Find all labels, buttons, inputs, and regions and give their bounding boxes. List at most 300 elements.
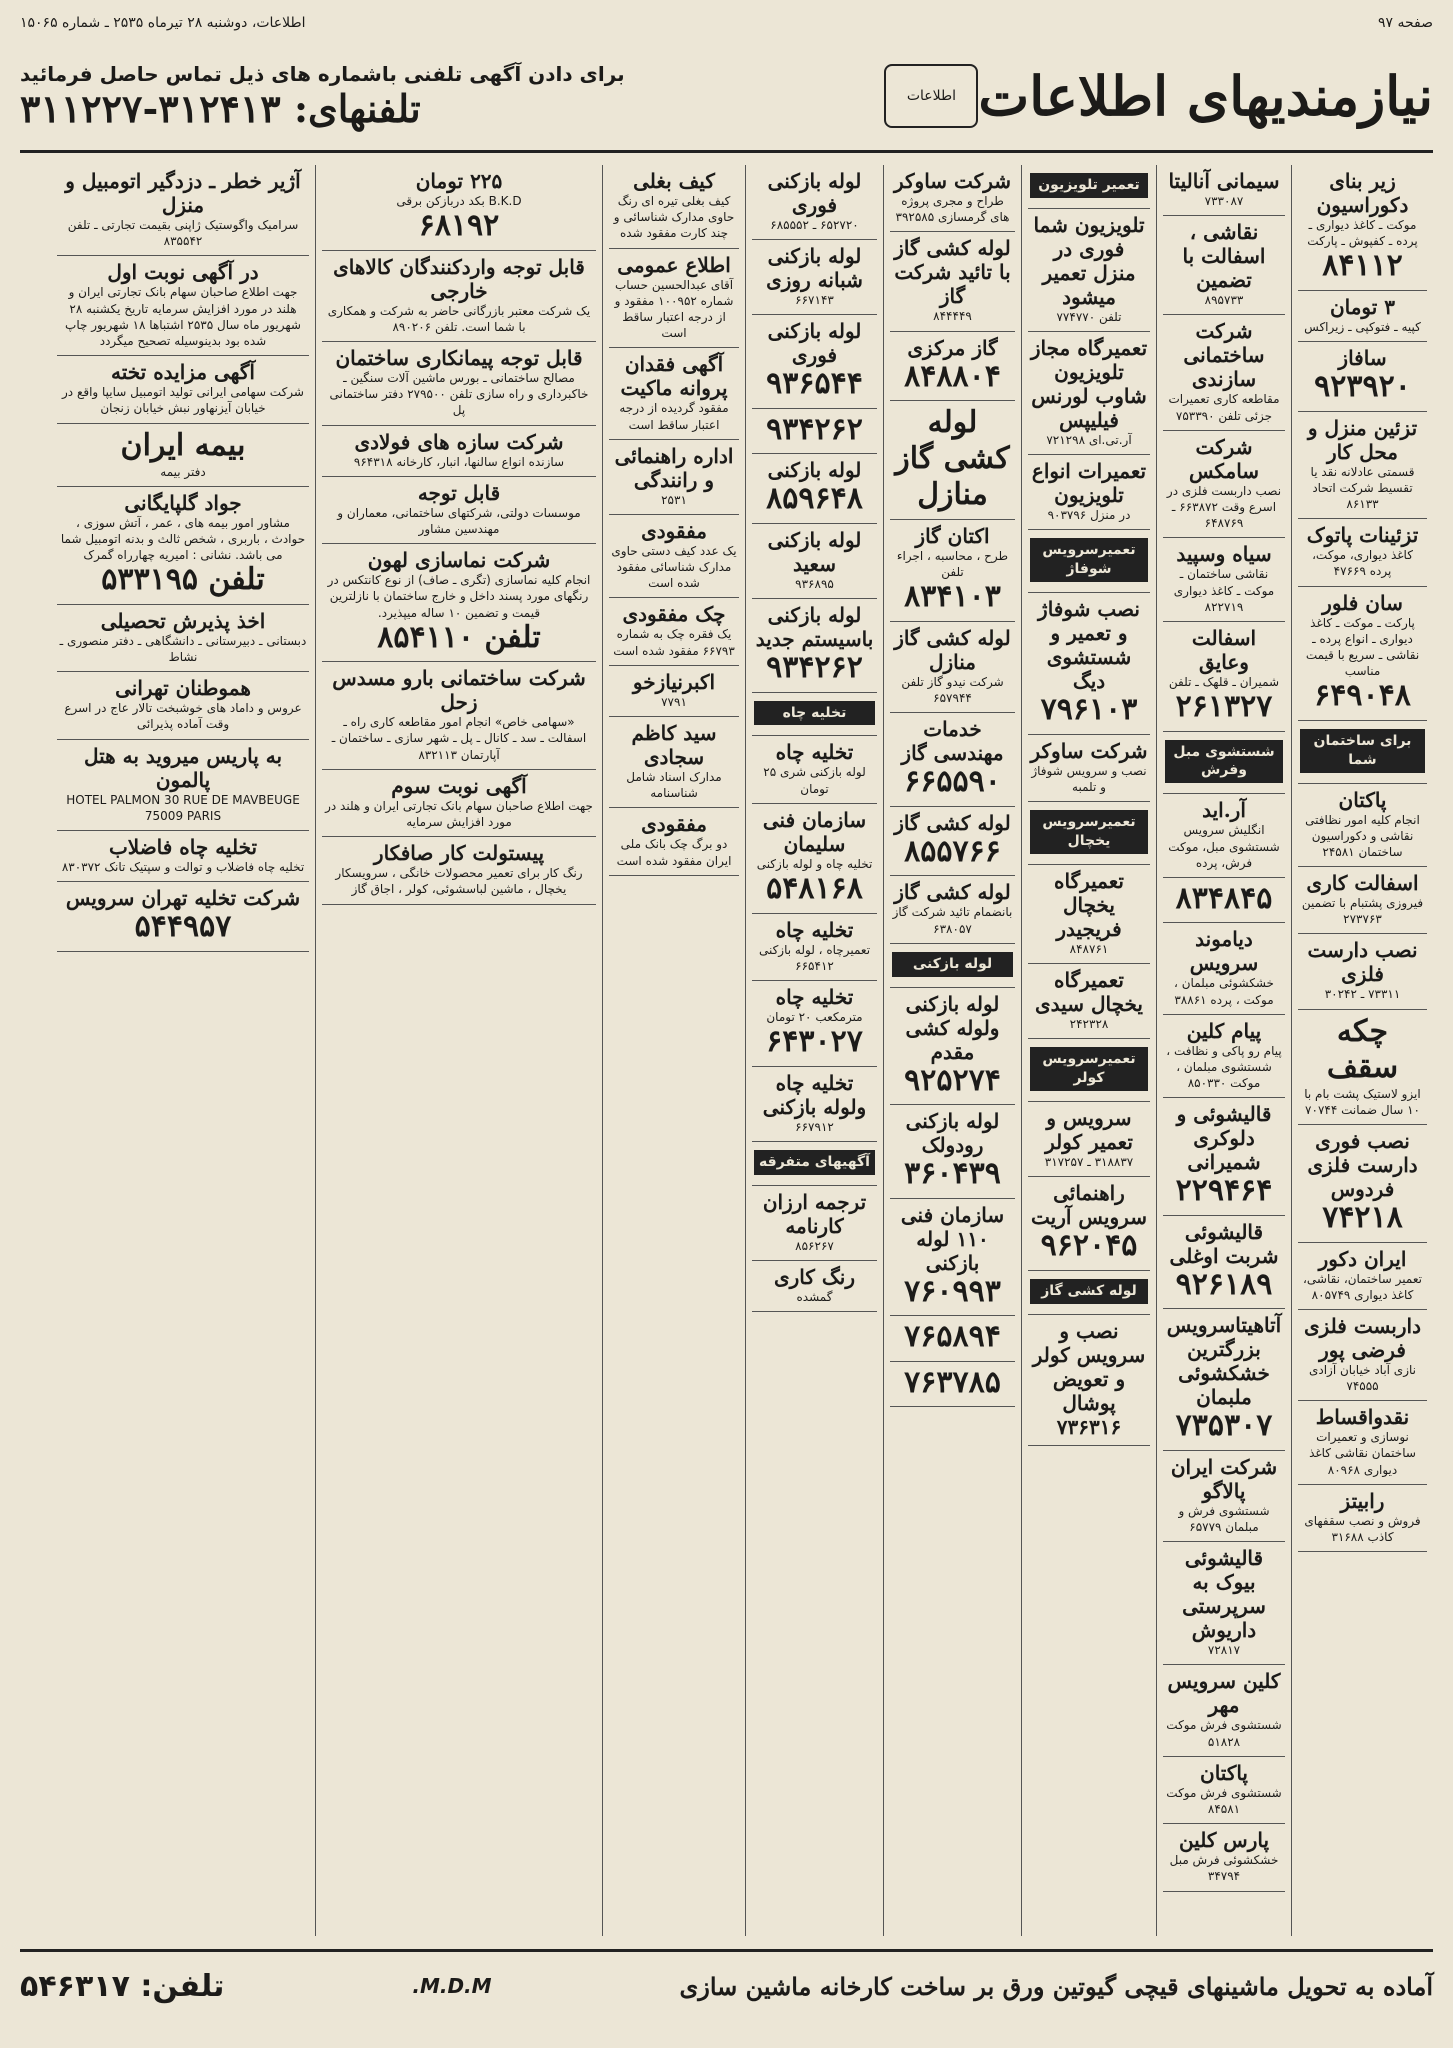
ad-title: آژیر خطر ـ دزدگیر اتومبیل و منزل bbox=[65, 169, 301, 217]
ad-title: شرکت ایران پالاگو bbox=[1170, 1454, 1278, 1503]
ad-body: پارکت ـ موکت ـ کاغذ دیواری ـ انواع پرده ـ نقاشی ـ سریع با قیمت مناسب bbox=[1305, 615, 1420, 679]
ad-body: کیف بغلی تیره ای رنگ حاوی مدارک شناسائی و چند کارت مفقود شده bbox=[613, 194, 735, 241]
classified-ad bbox=[1163, 1451, 1285, 1542]
ad-phone-number: تلفن ۸۵۴۱۱۰ bbox=[377, 619, 541, 655]
classified-ad bbox=[752, 240, 877, 315]
classified-ad bbox=[752, 693, 877, 737]
ad-body: نازی آباد خیابان آزادی ۷۴۵۵۵ bbox=[1308, 1362, 1416, 1394]
classified-ad bbox=[890, 988, 1015, 1106]
ad-phone-number: ۶۸۱۹۲ bbox=[418, 208, 500, 244]
ad-body: جهت اطلاع صاحبان سهام بانک تجارتی ایران و هلند در مورد افزایش سرمایه تاریخ یکشنبه ۲۸ شهریور ماه سال ۲۵۳۵ اشتباها ۱۸ شهریور چاپ شده بود بدینوسیله تصحیح میگردد bbox=[65, 285, 301, 348]
ad-title: تخلیه چاه فاضلاب bbox=[108, 834, 258, 859]
contact-phones: تلفنهای: ۳۱۲۴۱۳-۳۱۱۲۲۷ bbox=[20, 85, 421, 131]
ad-body: تخلیه چاه فاضلاب و توالت و سپتیک تانک ۸۳۰۳۷۲ bbox=[61, 859, 305, 874]
ad-body: انگلیش سرویس شستشوی مبل، موکت فرش، پرده bbox=[1168, 823, 1280, 870]
ad-title: تخلیه چاه ولوله بازکنی bbox=[762, 1070, 867, 1119]
ad-title: رنگ کاری bbox=[773, 1264, 855, 1289]
ad-phone-number: ۹۳۶۵۴۴ bbox=[766, 366, 863, 402]
ad-body: ۸۹۵۷۳۳ bbox=[1204, 293, 1244, 308]
classified-ad bbox=[890, 713, 1015, 807]
ad-phone-number: تلفن ۵۳۳۱۹۵ bbox=[101, 562, 265, 598]
classified-ad bbox=[609, 515, 739, 599]
ad-title: تلویزیون شما فوری در منزل تعمیر میشود bbox=[1033, 212, 1145, 309]
classified-ad bbox=[752, 981, 877, 1067]
classified-ad bbox=[1298, 412, 1427, 520]
ad-title: شرکت تخلیه تهران سرویس bbox=[65, 886, 301, 911]
classified-ad bbox=[752, 736, 877, 803]
ad-title: چکه سقف bbox=[1326, 1013, 1399, 1085]
ad-phone-number: ۲۶۱۳۲۷ bbox=[1175, 689, 1273, 725]
ad-body: ۲۵۳۱ bbox=[661, 492, 687, 507]
ad-title: قابل توجه واردکنندگان کالاهای خارجی bbox=[333, 254, 585, 303]
ad-body: ۲۴۲۳۲۸ bbox=[1069, 1017, 1109, 1032]
classified-ad bbox=[890, 520, 1015, 622]
classified-ad bbox=[1298, 721, 1427, 784]
classified-ad bbox=[890, 1199, 1015, 1317]
classified-ad bbox=[1163, 431, 1285, 539]
ad-body: تلفن ۷۷۴۷۷۰ bbox=[1056, 309, 1122, 324]
ad-body: تخلیه چاه و لوله بازکنی bbox=[756, 856, 873, 871]
ad-title: نقاشی ، اسفالت با تضمین bbox=[1182, 220, 1266, 293]
ad-body: ۳۱۸۸۳۷ ـ ۳۱۷۲۵۷ bbox=[1044, 1155, 1134, 1170]
ad-phone-number: ۹۲۳۹۲۰ bbox=[1314, 369, 1411, 405]
classified-ad bbox=[1028, 735, 1150, 802]
classified-ad bbox=[1028, 530, 1150, 593]
section-heading: تخلیه چاه bbox=[754, 701, 875, 726]
ad-title: داربست فلزی فرضی پور bbox=[1303, 1313, 1421, 1362]
classified-ad bbox=[752, 524, 877, 599]
classified-ad bbox=[1163, 794, 1285, 878]
ad-title: تخلیه چاه bbox=[775, 917, 854, 942]
classified-ad bbox=[1298, 587, 1427, 721]
ad-body: فیروزی پشتبام با تضمین ۲۷۳۷۶۳ bbox=[1301, 896, 1424, 927]
classified-ad bbox=[1298, 1401, 1427, 1485]
ad-phone-number: ۸۳۴۸۴۵ bbox=[1175, 880, 1273, 916]
classified-ad bbox=[752, 599, 877, 693]
classified-ad bbox=[1298, 934, 1427, 1009]
page-number: صفحه ۹۷ bbox=[1377, 15, 1433, 31]
classified-ad bbox=[890, 944, 1015, 988]
classified-ad bbox=[57, 356, 309, 423]
ad-title: سازمان فنی سلیمان bbox=[762, 807, 867, 856]
section-heading: آگهیهای متفرقه bbox=[754, 1150, 875, 1175]
ad-title: پیام کلین bbox=[1186, 1018, 1262, 1043]
ad-body: مترمکعب ۲۰ تومان bbox=[766, 1009, 863, 1024]
classified-ad bbox=[890, 876, 1015, 943]
ad-title: ترجمه ارزان کارنامه bbox=[762, 1189, 867, 1238]
ad-title: شرکت ساوکر bbox=[1030, 738, 1148, 763]
ad-body: نقاشی ساختمان ـ موکت ـ کاغذ دیواری ۸۲۲۷۱۹ bbox=[1173, 567, 1275, 614]
ad-phone-number: ۸۳۴۱۰۳ bbox=[904, 579, 1001, 615]
ad-body: در منزل ۹۰۳۷۹۶ bbox=[1047, 508, 1131, 523]
ad-title: لوله کشی گاز منازل bbox=[895, 405, 1010, 513]
ad-phone-number: ۷۶۰۹۹۳ bbox=[904, 1273, 1001, 1309]
classified-ad bbox=[1298, 1310, 1427, 1401]
ad-title: سیاه وسپید bbox=[1176, 542, 1272, 567]
ad-title: پارس کلین bbox=[1178, 1828, 1270, 1853]
ad-title: لوله کشی گاز با تائید شرکت گاز bbox=[894, 236, 1011, 309]
ad-title: لوله بازکنی سعید bbox=[767, 527, 862, 576]
column-1 bbox=[1291, 165, 1433, 1936]
ad-title: تزئین منزل و محل کار bbox=[1307, 415, 1418, 464]
ad-body: کپیه ـ فتوکپی ـ زیراکس bbox=[1304, 319, 1421, 334]
ad-body: لوله بازکنی شری ۲۵ تومان bbox=[763, 765, 866, 796]
ad-body: انجام کلیه نماسازی (تگری ـ صاف) از نوع کانتکس در رنگهای مورد پسند داخل و خارج ساختمان با نازلترین قیمت و تضمین ۱۰ ساله میپذیرد. bbox=[327, 573, 591, 620]
ad-title: قالیشوئی شربت اوغلی bbox=[1169, 1219, 1279, 1268]
ad-phone-number: ۹۲۵۲۷۴ bbox=[904, 1062, 1001, 1098]
ad-title: لوله بازکنی bbox=[767, 458, 862, 483]
classified-ad bbox=[1163, 1015, 1285, 1099]
ad-title: تعمیرگاه یخچال فریجیدر bbox=[1054, 868, 1124, 941]
ad-title: لوله بازکنی فوری bbox=[767, 169, 862, 217]
classified-ad bbox=[322, 165, 596, 251]
classified-ad bbox=[609, 717, 739, 808]
ad-title: شرکت ساختمانی بارو مسدس زحل bbox=[332, 666, 586, 715]
classified-ad bbox=[1163, 622, 1285, 732]
section-heading: تعمیرسرویس کولر bbox=[1030, 1047, 1148, 1091]
classified-ad bbox=[890, 1362, 1015, 1408]
classifieds-title: نیازمندیهای اطلاعات bbox=[978, 64, 1433, 128]
section-heading: تعمیرسرویس شوفاژ bbox=[1030, 538, 1148, 582]
classified-ad bbox=[890, 1105, 1015, 1199]
ad-title: دیاموند سرویس bbox=[1189, 927, 1259, 976]
ad-body: طراح و مجری پروژه های گرمسازی ۳۹۲۵۸۵ bbox=[895, 194, 1010, 225]
classified-ad bbox=[752, 315, 877, 409]
ad-body: جهت اطلاع صاحبان سهام بانک تجارتی ایران و هلند در مورد افزایش سرمایه bbox=[325, 798, 593, 829]
ad-body: ۸۴۸۷۶۱ bbox=[1069, 941, 1109, 956]
ad-body: موسسات دولتی، شرکتهای ساختمانی، معماران و مهندسین مشاور bbox=[337, 505, 581, 536]
ad-title: رابیتز bbox=[1340, 1488, 1385, 1513]
ad-body: HOTEL PALMON 30 RUE DE MAVBEUGE 75009 PARIS bbox=[66, 792, 300, 823]
ad-body: ۷۳۳۰۸۷ bbox=[1204, 194, 1244, 208]
ad-body: فروش و نصب سقفهای کاذب ۳۱۶۸۸ bbox=[1304, 1513, 1421, 1545]
classified-ad bbox=[1028, 455, 1150, 530]
bottom-ad-text: آماده به تحویل ماشینهای قیچی گیوتین ورق بر ساخت کارخانه ماشین سازی bbox=[679, 1971, 1433, 2001]
ad-title: نصب دارست فلزی bbox=[1307, 938, 1418, 987]
ad-title: لوله کشی گاز bbox=[894, 880, 1011, 905]
ad-phone-number: ۹۶۲۰۴۵ bbox=[1040, 1228, 1138, 1264]
ad-title: راهنمائی سرویس آریت bbox=[1031, 1181, 1147, 1230]
ad-title: تخلیه چاه bbox=[775, 740, 854, 765]
ad-title: شرکت سازه های فولادی bbox=[354, 429, 564, 454]
ad-title: ایران دکور bbox=[1318, 1246, 1407, 1271]
ad-title: پاکتان bbox=[1200, 1760, 1248, 1785]
section-heading: شستشوی مبل وفرش bbox=[1165, 740, 1283, 784]
ad-phone-number: ۸۵۹۶۴۸ bbox=[766, 481, 863, 517]
ad-body: یک شرکت معتبر بازرگانی حاضر به شرکت و همکاری با شما است. تلفن ۸۹۰۲۰۶ bbox=[327, 303, 591, 334]
ad-title: قالیشوئی بیوک به سرپرستی داریوش bbox=[1182, 1546, 1266, 1643]
ad-phone-number: ۷۶۳۷۸۵ bbox=[904, 1364, 1001, 1400]
ad-title: اطلاع عمومی bbox=[617, 252, 731, 277]
classified-ad bbox=[609, 598, 739, 665]
masthead-right bbox=[870, 64, 1433, 128]
ad-title: آگهی مزایده تخته bbox=[111, 360, 255, 385]
ad-title: سید کاظم سجادی bbox=[631, 721, 717, 769]
ad-title: هموطنان تهرانی bbox=[115, 676, 251, 701]
classified-ad bbox=[752, 409, 877, 455]
classified-ad bbox=[1163, 1665, 1285, 1756]
ad-title: لوله بازکنی رودولک bbox=[905, 1109, 1000, 1158]
ad-title: آتاهیتاسرویس بزرگترین خشکشوئی ملبمان bbox=[1166, 1313, 1282, 1410]
ad-body: نوسازی و تعمیرات ساختمان نقاشی کاغذ دیواری ۸۰۹۶۸ bbox=[1309, 1430, 1416, 1477]
section-heading: لوله کشی گاز bbox=[1030, 1279, 1148, 1304]
classified-ad bbox=[322, 662, 596, 770]
column-4 bbox=[883, 165, 1021, 1936]
classified-ad bbox=[1298, 1010, 1427, 1125]
ad-body: ۹۳۶۸۹۵ bbox=[795, 576, 834, 591]
ad-title: آر.اید bbox=[1202, 798, 1246, 823]
column-8 bbox=[51, 165, 315, 1936]
ad-title: به پاریس میروید به هتل پالمون bbox=[83, 743, 283, 792]
ad-phone-number: ۹۳۴۲۶۲ bbox=[766, 411, 863, 447]
classified-ad bbox=[609, 666, 739, 717]
ad-body: ۶۵۲۷۲۰ ـ ۶۸۵۵۵۲ bbox=[770, 218, 859, 232]
ad-title: آگهی نوبت سوم bbox=[391, 773, 527, 798]
classified-ad bbox=[1163, 165, 1285, 216]
ad-title: قابل توجه bbox=[417, 480, 501, 505]
classified-ad bbox=[609, 348, 739, 439]
classified-ad bbox=[752, 1067, 877, 1142]
ad-title: چک مفقودی bbox=[622, 602, 726, 627]
ad-body: رنگ کار برای تعمیر محصولات خانگی ، سرویسکار یخچال ، ماشین لباسشوئی، کولر ، اجاق گاز bbox=[335, 866, 583, 897]
section-heading: تعمیرسرویس یخچال bbox=[1030, 810, 1148, 854]
bottom-ad-phone: تلفن: ۵۴۶۳۱۷ bbox=[20, 1968, 225, 2004]
ad-title: شرکت نماسازی لهون bbox=[367, 548, 551, 573]
ad-body: مشاور امور بیمه های ، عمر ، آتش سوزی ، حوادث ، باربری ، شخص ثالث و بدنه اتومبیل شما می باشد. نشانی : امیریه چهارراه گمرک bbox=[60, 515, 306, 563]
classified-ad bbox=[752, 1186, 877, 1261]
classified-ad bbox=[1028, 1271, 1150, 1315]
ad-title: تعمیرگاه یخچال سیدی bbox=[1035, 968, 1143, 1017]
ad-title: لوله بازکنی شبانه روزی bbox=[766, 244, 863, 293]
classified-ad bbox=[890, 622, 1015, 713]
classified-ad bbox=[1163, 1216, 1285, 1310]
ad-body: یک عدد کیف دستی حاوی مدارک شناسائی مفقود شده است bbox=[611, 543, 737, 591]
classified-ad bbox=[1298, 1485, 1427, 1552]
classified-ad bbox=[752, 914, 877, 981]
classified-ad bbox=[752, 165, 877, 240]
classified-ad bbox=[322, 770, 596, 837]
classified-ad bbox=[1163, 1757, 1285, 1824]
classified-ad bbox=[890, 332, 1015, 402]
ad-title: ۳ تومان bbox=[1329, 294, 1396, 319]
ad-phone-number: ۶۴۹۰۴۸ bbox=[1314, 678, 1411, 714]
classified-ad bbox=[1028, 1315, 1150, 1446]
classified-ad bbox=[1163, 216, 1285, 315]
ad-phone-number: ۸۵۵۷۶۶ bbox=[904, 833, 1001, 869]
column-2 bbox=[1156, 165, 1291, 1936]
ad-body: شرکت سهامی ایرانی تولید اتومبیل سایپا واقع در خیابان آیزنهاور نبش خیابان زنجان bbox=[62, 385, 304, 416]
classified-ad bbox=[1028, 165, 1150, 209]
classified-ad bbox=[1163, 878, 1285, 924]
ad-body: شستشوی فرش موکت ۵۱۸۲۸ bbox=[1166, 1718, 1282, 1749]
ad-body: شستشوی فرش موکت ۸۴۵۸۱ bbox=[1166, 1785, 1282, 1816]
ad-title: شرکت ساختمانی سازندی bbox=[1183, 319, 1265, 392]
classified-ad bbox=[1028, 1177, 1150, 1271]
page-header bbox=[20, 12, 1433, 34]
ad-title: مفقودی bbox=[641, 518, 707, 543]
ad-title: لوله بازکنی باسیستم جدید bbox=[755, 603, 874, 652]
classified-ad bbox=[57, 831, 309, 882]
ad-phone-number: ۷۹۶۱۰۳ bbox=[1040, 692, 1138, 728]
ad-phone-number: ۳۶۰۴۳۹ bbox=[904, 1156, 1001, 1192]
ad-title: بیمه ایران bbox=[120, 427, 246, 463]
ad-body: ۷۲۸۱۷ bbox=[1207, 1643, 1241, 1658]
classified-ad bbox=[57, 256, 309, 356]
classified-ad bbox=[609, 165, 739, 249]
ad-body: شستشوی فرش و مبلمان ۶۵۷۷۹ bbox=[1178, 1503, 1270, 1535]
classified-ad bbox=[1028, 802, 1150, 865]
ad-title: اکتان گاز bbox=[915, 524, 990, 549]
classified-ad bbox=[890, 401, 1015, 520]
ad-phone-number: ۹۲۶۱۸۹ bbox=[1175, 1266, 1273, 1302]
classified-ad bbox=[1298, 291, 1427, 342]
ad-title: سازمان فنی ۱۱۰ لوله بازکنی bbox=[900, 1202, 1005, 1275]
column-5 bbox=[745, 165, 883, 1936]
ad-body: B.K.D بکد دربازکن برقی bbox=[396, 194, 522, 208]
ad-body: کاغذ دیواری، موکت، پرده ۴۷۶۶۹ bbox=[1312, 548, 1413, 579]
ad-body: تعمیر ساختمان، نقاشی، کاغذ دیواری ۸۰۵۷۴۹ bbox=[1303, 1271, 1422, 1302]
masthead bbox=[20, 42, 1433, 153]
ad-phone-number: ۵۴۸۱۶۸ bbox=[766, 871, 863, 907]
masthead-contact bbox=[20, 62, 625, 131]
ad-title: کلین سرویس مهر bbox=[1167, 1669, 1281, 1718]
classified-ad bbox=[1163, 923, 1285, 1014]
ad-body: «سهامی خاص» انجام امور مقاطعه کاری راه ـ اسفالت ـ سد ـ کانال ـ پل ـ شهر سازی ـ ساختمان ـ آپارتمان ۸۳۲۱۱۳ bbox=[331, 715, 587, 762]
ad-body: آر.تی.ای ۷۲۱۲۹۸ bbox=[1046, 433, 1132, 448]
ad-body: ۷۷۹۱ bbox=[661, 694, 687, 709]
ad-body: نصب داربست فلزی در اسرع وقت ۶۶۳۸۷۲ ـ ۶۴۸۷۶۹ bbox=[1166, 483, 1282, 531]
ad-body: مفقود گردیده از درجه اعتبار ساقط است bbox=[619, 401, 729, 432]
ad-body: آقای عبدالحسین حساب شماره ۱۰۰۹۵۲ مفقود و از درجه اعتبار ساقط است bbox=[614, 277, 734, 341]
ad-title: لوله بازکنی فوری bbox=[767, 319, 862, 368]
ad-title: لوله کشی گاز bbox=[894, 810, 1011, 835]
ad-title: تزئینات پاتوک bbox=[1306, 523, 1419, 548]
ettelaat-logo-icon: اطلاعات bbox=[884, 64, 978, 128]
ad-title: تخلیه چاه bbox=[775, 984, 854, 1009]
classified-ad bbox=[1163, 1824, 1285, 1891]
ad-phone-number: ۲۲۹۴۶۴ bbox=[1175, 1173, 1273, 1209]
classified-ad bbox=[57, 882, 309, 952]
classified-ad bbox=[890, 1316, 1015, 1362]
ad-body: دو برگ چک بانک ملی ایران مفقود شده است bbox=[616, 837, 732, 868]
ad-body: شرکت نیدو گاز تلفن ۶۵۷۹۴۴ bbox=[901, 674, 1004, 706]
ad-title: در آگهی نوبت اول bbox=[107, 260, 259, 285]
column-6 bbox=[602, 165, 745, 1936]
ad-title: پاکتان bbox=[1338, 787, 1387, 812]
bottom-ad-brand: M.D.M. bbox=[412, 1974, 492, 1998]
ad-body: پیام رو پاکی و نظافت ، شستشوی مبلمان ، موکت ۸۵۰۳۳۰ bbox=[1166, 1043, 1282, 1091]
ad-title: سیمانی آنالیتا bbox=[1168, 169, 1280, 193]
ad-body: ایزو لاستیک پشت بام با ۱۰ سال ضمانت ۷۰۷۴۴ bbox=[1304, 1086, 1421, 1117]
ad-title: لوله کشی گاز منازل bbox=[894, 625, 1011, 674]
classified-ad bbox=[752, 1142, 877, 1186]
classified-ad bbox=[322, 426, 596, 477]
ad-title: اخذ پذیرش تحصیلی bbox=[100, 608, 266, 633]
ad-phone-number: ۵۴۴۹۵۷ bbox=[134, 909, 232, 945]
ad-body: گمشده bbox=[796, 1289, 833, 1304]
section-heading: تعمیر تلویزیون bbox=[1030, 173, 1148, 198]
ad-body: تعمیرچاه ، لوله بازکنی ۶۶۵۴۱۲ bbox=[758, 942, 871, 973]
classified-ad bbox=[322, 342, 596, 426]
classified-ad bbox=[1028, 964, 1150, 1039]
classified-ad bbox=[1298, 1125, 1427, 1243]
contact-hint: برای دادن آگهی تلفنی باشماره های ذیل تماس حاصل فرمائید bbox=[20, 61, 625, 86]
ad-title: ۲۲۵ تومان bbox=[415, 169, 503, 193]
ad-title: تعمیرگاه مجاز تلویزیون شاوب لورنس فیلیپس bbox=[1030, 336, 1148, 433]
ad-body: خشکشوئی فرش مبل ۳۴۷۹۴ bbox=[1169, 1853, 1279, 1884]
ad-body: مقاطعه کاری تعمیرات جزئی تلفن ۷۵۳۳۹۰ bbox=[1168, 392, 1280, 423]
classified-ad bbox=[609, 808, 739, 875]
classified-ad bbox=[1298, 165, 1427, 291]
classified-ad bbox=[752, 804, 877, 914]
ad-phone-number: ۷۴۲۱۸ bbox=[1322, 1200, 1403, 1236]
classified-ad bbox=[322, 544, 596, 662]
ad-phone-number: ۸۴۸۸۰۴ bbox=[904, 358, 1001, 394]
classified-ad bbox=[890, 807, 1015, 877]
bottom-banner-ad bbox=[20, 1949, 1433, 2020]
ad-body: ۸۴۴۴۴۹ bbox=[933, 309, 972, 324]
ad-title: تعمیرات انواع تلویزیون bbox=[1031, 459, 1147, 508]
classified-ad bbox=[1163, 1309, 1285, 1451]
classified-ad bbox=[1028, 1102, 1150, 1177]
classified-ad bbox=[57, 740, 309, 831]
classified-ad bbox=[609, 249, 739, 349]
classified-ad bbox=[1028, 593, 1150, 735]
classified-ad bbox=[609, 440, 739, 515]
classified-ad bbox=[57, 424, 309, 487]
classified-ad bbox=[890, 232, 1015, 331]
ad-title: اداره راهنمائی و رانندگی bbox=[614, 443, 734, 492]
ad-body: دبستانی ـ دبیرستانی ـ دانشگاهی ـ دفتر منصوری ـ نشاط bbox=[59, 633, 307, 664]
ad-body: انجام کلیه امور نظافتی نقاشی و دکوراسیون ساختمان ۲۴۵۸۱ bbox=[1305, 812, 1420, 859]
classified-ad bbox=[1163, 1542, 1285, 1665]
ad-title: کیف بغلی bbox=[633, 169, 715, 193]
classified-ad bbox=[57, 487, 309, 605]
classified-ad bbox=[1028, 332, 1150, 455]
ad-body: شمیران ـ قلهک ـ تلفن bbox=[1168, 674, 1280, 689]
ad-phone-number: ۸۴۱۱۲ bbox=[1322, 248, 1403, 284]
classified-ad bbox=[1163, 538, 1285, 622]
section-heading: لوله بازکنی bbox=[892, 952, 1013, 977]
classified-ad bbox=[1163, 732, 1285, 795]
ad-title: شرکت ساوکر bbox=[894, 169, 1011, 193]
ad-title: نصب شوفاژ و تعمیر و شستشوی دیگ bbox=[1038, 597, 1140, 694]
ad-phone-number: ۶۴۳۰۲۷ bbox=[766, 1024, 863, 1060]
ad-title: قابل توجه پیمانکاری ساختمان bbox=[335, 346, 583, 371]
classified-ad bbox=[1298, 1243, 1427, 1310]
ad-body: سرامیک واگوستیک ژاپنی بقیمت تجارتی ـ تلفن ۸۳۵۵۴۲ bbox=[67, 218, 299, 249]
classified-ad bbox=[322, 251, 596, 342]
ad-phone-number: ۷۳۵۳۰۷ bbox=[1175, 1408, 1273, 1444]
ad-title: پیستولت کار صافکار bbox=[373, 841, 545, 866]
classified-ad bbox=[322, 477, 596, 544]
ad-title: نقدواقساط bbox=[1315, 1405, 1410, 1430]
ad-body: قسمتی عادلانه نقد یا تقسیط شرکت اتحاد ۸۶۱۳۳ bbox=[1310, 464, 1415, 511]
classified-ad bbox=[1028, 1039, 1150, 1102]
classified-ad bbox=[57, 165, 309, 256]
ad-body: دفتر بیمه bbox=[160, 464, 206, 479]
ad-title: اسفالت وعایق bbox=[1191, 625, 1257, 674]
ad-title: نصب و سرویس کولر و تعویض پوشال ۷۳۶۳۱۶ bbox=[1032, 1318, 1146, 1439]
ad-title: سان فلور bbox=[1322, 590, 1403, 615]
ad-body: بانضمام تائید شرکت گاز ۶۳۸۰۵۷ bbox=[892, 905, 1013, 936]
classified-ad bbox=[1163, 1098, 1285, 1216]
ad-title: آگهی فقدان پروانه ماکیت bbox=[620, 352, 728, 401]
classified-ad bbox=[752, 1261, 877, 1312]
ad-title: شرکت سامکس bbox=[1188, 434, 1260, 483]
ad-title: اکبرنیازخو bbox=[632, 669, 716, 694]
classified-ad bbox=[57, 605, 309, 672]
